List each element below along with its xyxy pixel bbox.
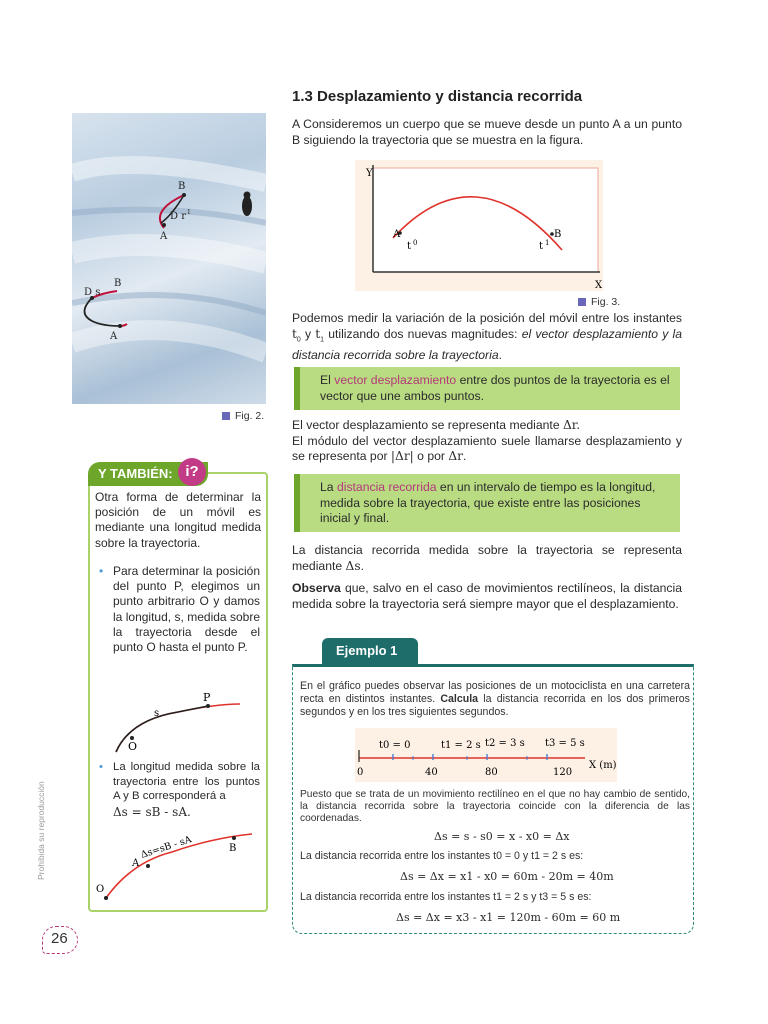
fig2-label-ds: D s	[84, 287, 101, 298]
axis-unit: X (m)	[589, 760, 617, 771]
sidebar-figure-1	[98, 690, 260, 754]
sidebar-fig2-b: B	[229, 843, 237, 854]
fig3-graph	[355, 160, 603, 291]
axis-tick-120: 120	[553, 767, 573, 778]
fig2-caption: Fig. 2.	[222, 409, 264, 425]
example-tab: Ejemplo 1	[322, 638, 418, 664]
fig2-label-b1: B	[178, 181, 186, 192]
time-label-1: t1 = 2 s	[441, 740, 481, 751]
term-distance: distancia recorrida	[336, 480, 437, 494]
sidebar-fig2-label: Δs=sB - sA	[139, 834, 193, 861]
example-equation-1: Δs = s - s0 = x - x0 = Δx	[434, 830, 570, 843]
example-question-1: La distancia recorrida entre los instantes t0 = 0 y t1 = 2 s es:	[300, 850, 584, 862]
skier-figure	[242, 196, 252, 216]
paragraph-observa: Observa que, salvo en el caso de movimientos rectilíneos, la distancia medida sobre la trayectoria será siempre mayor que el desplazamiento.	[292, 581, 682, 611]
example-equation-3: Δs = Δx = x3 - x1 = 120m - 60m = 60 m	[396, 911, 621, 924]
intro-paragraph: A Consideremos un cuerpo que se mueve desde un punto A a un punto B siguiendo la trayectoria que se muestra en la figura.	[292, 117, 682, 147]
fig3-background	[355, 160, 603, 291]
copyright-vertical-text: Prohibida su reproducción	[36, 781, 46, 880]
example-statement: En el gráfico puedes observar las posiciones de un motociclista en una carretera recta en distintos instantes. Calcula la distancia recorrida en los dos primeros segundos y en los tres siguientes segundos.	[300, 680, 690, 718]
fig2-label-dr: D r	[170, 211, 186, 222]
fig2-photo	[72, 113, 266, 404]
sidebar-heading: Y TAMBIÉN:	[88, 462, 208, 486]
paragraph-displacement-notation: El vector desplazamiento se representa mediante Δr. El módulo del vector desplazamiento suele llamarse desplazamiento y se representa por |Δr| o por Δr.	[292, 418, 682, 464]
fig3-point-a: A	[393, 229, 401, 240]
sidebar-badge-icon: i?	[178, 458, 206, 486]
time-label-2: t2 = 3 s	[485, 738, 525, 749]
paragraph-distance-notation: La distancia recorrida medida sobre la trayectoria se representa mediante Δs.	[292, 543, 682, 573]
sidebar-bullet-1: • Para determinar la posición del punto P, elegimos un punto arbitrario O y damos la longitud, s, medida sobre la trayectoria desde el punto O hasta el punto P.	[113, 564, 260, 655]
sidebar-formula: Δs = sB - sA.	[113, 805, 191, 819]
sidebar-fig1-o: O	[128, 740, 138, 753]
sidebar-fig2-a: A	[132, 858, 140, 869]
example-explanation: Puesto que se trata de un movimiento rectilíneo en el que no hay cambio de sentido, la distancia recorrida sobre la trayectoria coincide con la diferencia de las coordenadas.	[300, 789, 690, 825]
fig2-label-a1: A	[160, 231, 168, 242]
term-displacement-vector: vector desplazamiento	[334, 373, 457, 387]
fig3-t0: t	[407, 241, 412, 252]
fig3-x-label: X	[595, 280, 603, 291]
fig3-point-b: B	[554, 229, 562, 240]
section-title: 1.3 Desplazamiento y distancia recorrida	[292, 88, 583, 105]
time-label-3: t3 = 5 s	[545, 738, 585, 749]
sidebar-paragraph: Otra forma de determinar la posición de un móvil es mediante una longitud medida sobre la trayectoria.	[95, 490, 261, 550]
axis-tick-0: 0	[357, 767, 364, 778]
sidebar-figure-2	[92, 822, 260, 900]
sidebar-fig1-s: s	[154, 708, 160, 719]
fig3-t0-sub: 0	[413, 239, 418, 247]
example-axis-figure	[355, 728, 617, 782]
fig2-label-a2: A	[110, 331, 118, 342]
paragraph-magnitudes: Podemos medir la variación de la posición del móvil entre los instantes $t_0$ y $t_1$ utilizando dos nuevas magnitudes: el vector desplazamiento y la distancia recorrida sobre la trayectoria.	[292, 311, 682, 362]
fig3-caption: Fig. 3.	[578, 295, 620, 311]
axis-tick-40: 40	[425, 767, 438, 778]
fig2-label-b2: B	[114, 278, 122, 289]
time-label-0: t0 = 0	[379, 740, 411, 751]
definition-box-displacement: El vector desplazamiento entre dos puntos de la trayectoria es el vector que une ambos puntos.	[294, 367, 680, 410]
example-question-2: La distancia recorrida entre los instantes t1 = 2 s y t3 = 5 s es:	[300, 891, 592, 903]
sidebar-bullet-2: • La longitud medida sobre la trayectoria entre los puntos A y B corresponderá a	[113, 760, 260, 804]
fig3-y-label: Y	[366, 168, 373, 179]
sidebar-fig1-p: P	[203, 691, 211, 704]
axis-tick-80: 80	[485, 767, 498, 778]
fig3-t1: t	[539, 241, 544, 252]
page-number: 26	[42, 926, 78, 954]
example-equation-2: Δs = Δx = x1 - x0 = 60m - 20m = 40m	[400, 870, 614, 883]
definition-box-distance: La distancia recorrida en un intervalo de tiempo es la longitud, medida sobre la trayectoria, que existe entre las posiciones inicial y final.	[294, 474, 680, 532]
fig2-label-dr-sup: 1	[187, 209, 191, 216]
fig3-t1-sub: 1	[545, 239, 550, 247]
sidebar-fig2-o: O	[96, 884, 105, 895]
